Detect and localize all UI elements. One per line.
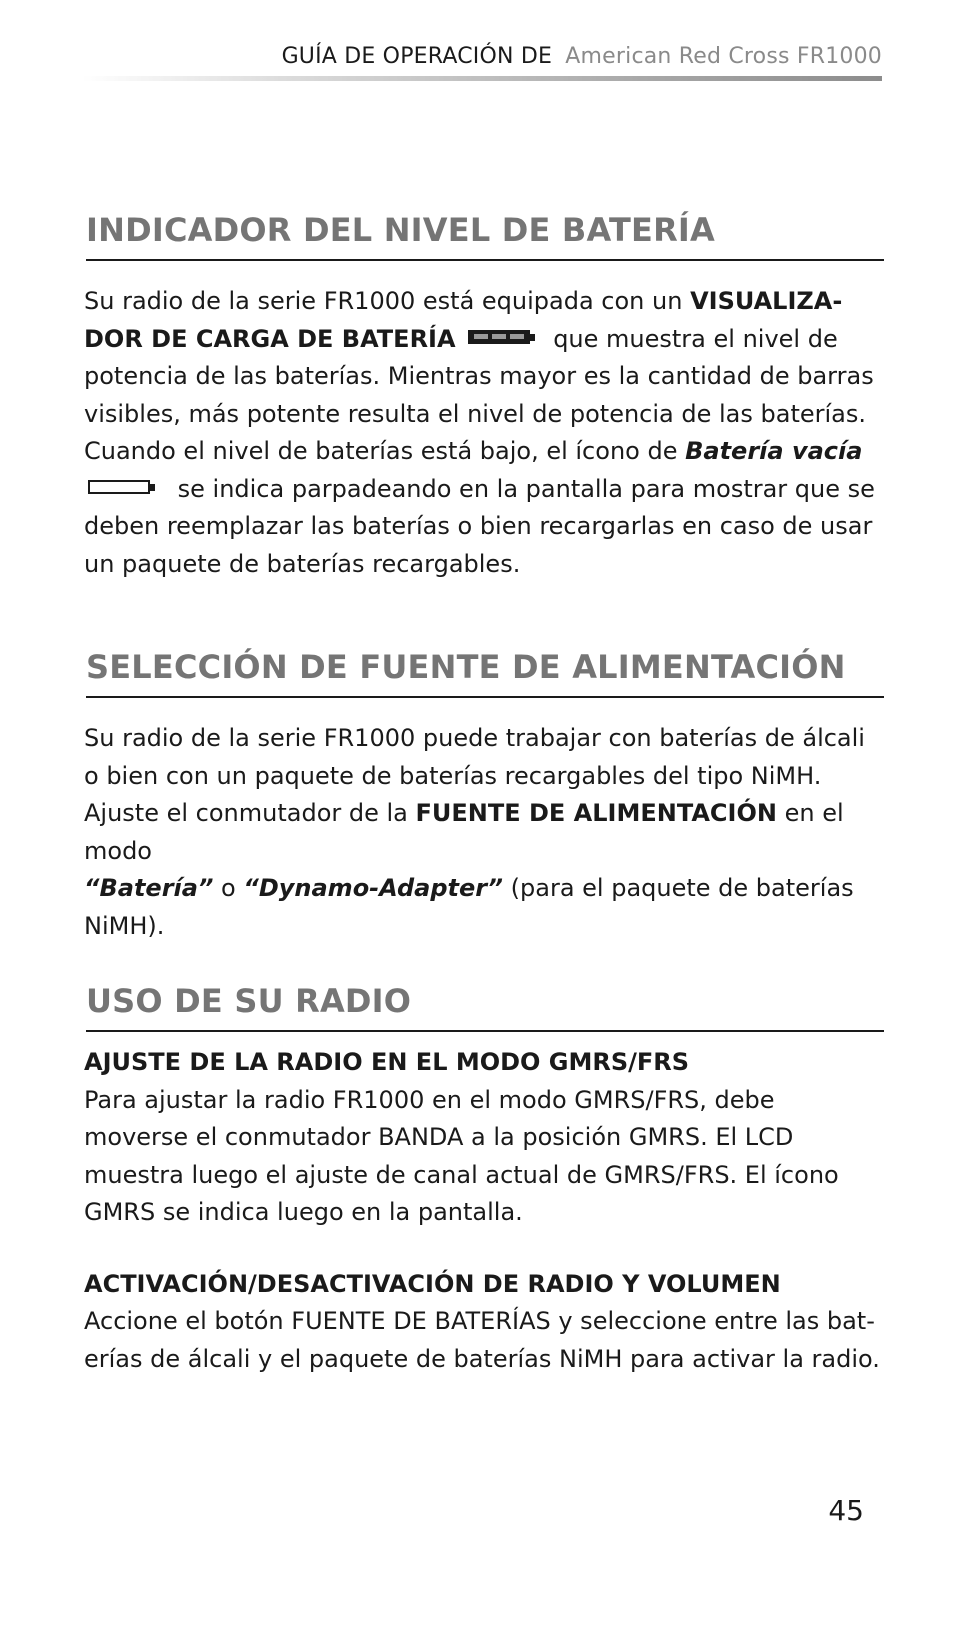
battery-display-label-text: VISUALIZA- DOR DE CARGA DE BATERÍA <box>84 287 843 353</box>
band-switch-term: BANDA <box>378 1123 464 1151</box>
battery-level-title: INDICADOR DEL NIVEL DE BATERÍA <box>86 209 884 261</box>
power-text-2: en el modo <box>84 799 844 865</box>
power-text-1: Su radio de la serie FR1000 puede trabajar con baterías de álcali o bien con un paquete de baterías recargables del tipo NiMH. Ajuste el conmutador de la <box>84 724 865 827</box>
gmrs-mode-subtitle: AJUSTE DE LA RADIO EN EL MODO GMRS/FRS <box>84 1048 690 1076</box>
power-volume-paragraph: Accione el botón FUENTE DE BATERÍAS y seleccione entre las bat-erías de álcali y el paquete de baterías NiMH para activar la radio. <box>84 1307 880 1373</box>
power-text-4: (para el paquete de baterías NiMH). <box>84 874 854 940</box>
battery-text-2: que muestra el nivel de potencia de las baterías. Mientras mayor es la cantidad de barras visibles, más potente resulta el nivel de potencia de las baterías. Cuando el nivel de baterías está bajo, el ícono de <box>84 324 874 465</box>
power-source-switch-label: FUENTE DE ALIMENTACIÓN <box>415 799 777 827</box>
usage-title: USO DE SU RADIO <box>86 980 884 1032</box>
battery-empty-icon <box>88 480 156 496</box>
power-volume-subtitle: ACTIVACIÓN/DESACTIVACIÓN DE RADIO Y VOLUMEN <box>84 1269 781 1298</box>
power-source-paragraph <box>84 720 884 945</box>
gmrs-text-2: a la posición <box>463 1123 629 1151</box>
header-product-name: American Red Cross FR1000 <box>565 44 882 69</box>
gmrs-text-5: se indica luego en la pantalla. <box>155 1198 523 1226</box>
gmrs-text-1: Para ajustar la radio FR1000 en el modo GMRS/FRS, debe moverse el conmutador <box>84 1085 775 1151</box>
gmrs-mode-paragraph <box>84 1082 884 1232</box>
mode-bateria: “Batería” <box>84 874 214 902</box>
battery-level-paragraph <box>84 283 884 583</box>
header-rule <box>82 76 882 81</box>
power-source-title: SELECCIÓN DE FUENTE DE ALIMENTACIÓN <box>86 646 884 698</box>
usage-section <box>84 980 884 1378</box>
battery-full-icon <box>468 330 536 346</box>
mode-dynamo-adapter: “Dynamo-Adapter” <box>243 874 504 902</box>
running-header <box>282 44 882 69</box>
gmrs-text-3: . El LCD muestra luego el ajuste de canal actual de <box>84 1123 794 1189</box>
gmrs-icon-term: GMRS <box>84 1198 156 1226</box>
empty-battery-term: Batería vacía <box>685 437 863 465</box>
header-label: GUÍA DE OPERACIÓN DE <box>281 44 553 69</box>
battery-text-3: se indica parpadeando en la pantalla para mostrar que se deben reemplazar las baterías o bien recargarlas en caso de usar un paquete de baterías recargables. <box>84 474 875 578</box>
battery-text-1: Su radio de la serie FR1000 está equipada con un <box>84 287 691 315</box>
gmrs-text-4: . El ícono <box>729 1160 839 1189</box>
gmrs-frs-term: GMRS/FRS <box>604 1160 730 1189</box>
gmrs-position-term: GMRS <box>628 1123 701 1151</box>
power-text-3: o <box>213 874 244 902</box>
page-number: 45 <box>828 1494 864 1527</box>
power-source-section <box>84 646 884 945</box>
battery-level-section <box>84 209 884 583</box>
